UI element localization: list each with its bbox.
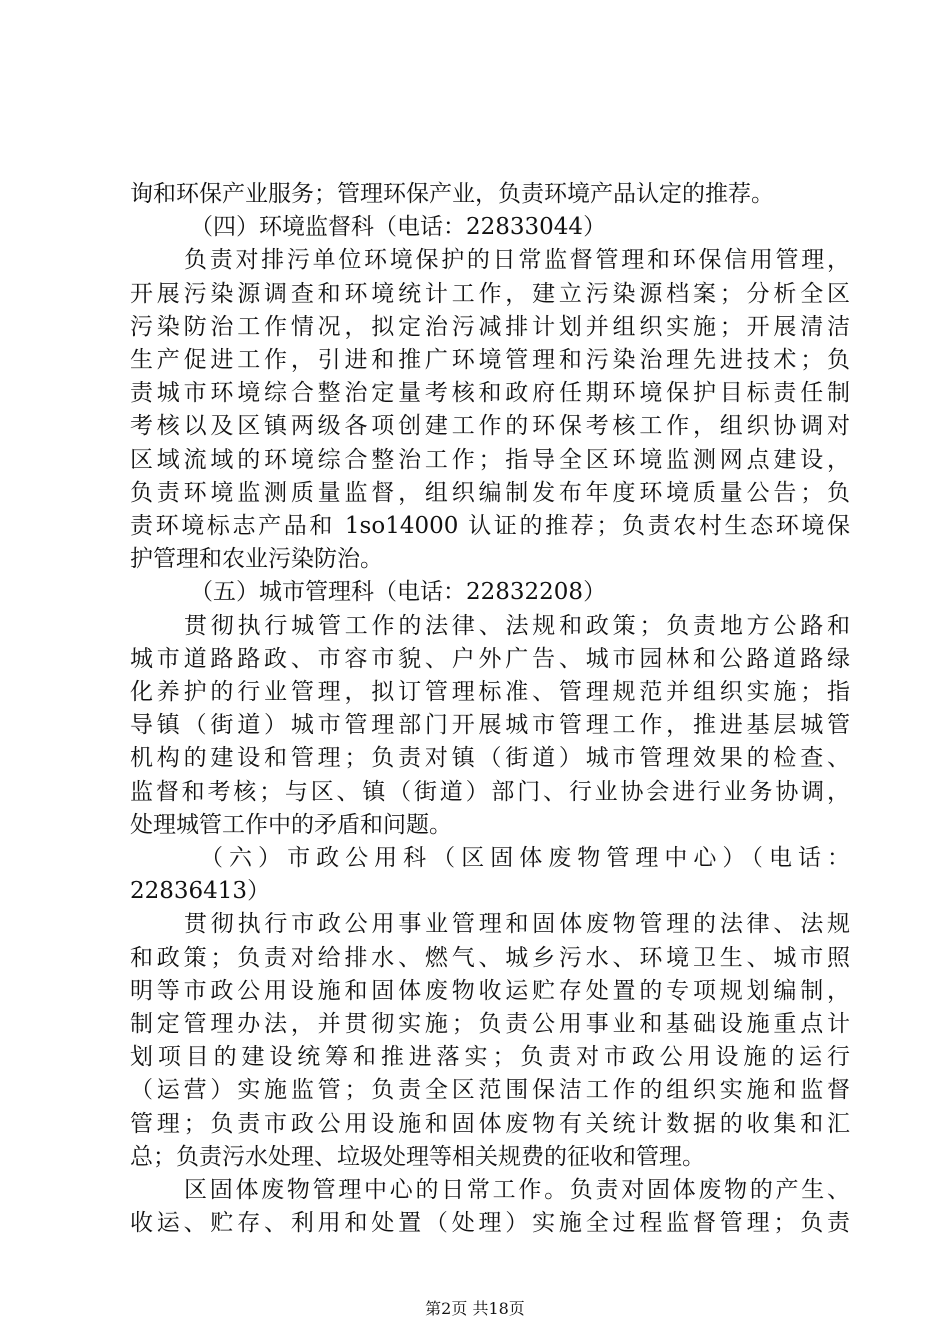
text-line: 贯彻执行市政公用事业管理和固体废物管理的法律、法规 — [184, 911, 850, 937]
text-line: 护管理和农业污染防治。 — [130, 546, 383, 572]
text-line: 污染防治工作情况，拟定治污减排计划并组织实施；开展清洁 — [130, 314, 850, 340]
text-line: 和政策；负责对给排水、燃气、城乡污水、环境卫生、城市照 — [130, 945, 850, 971]
text-line: 管理；负责市政公用设施和固体废物有关统计数据的收集和汇 — [130, 1111, 850, 1137]
text-line: 导镇（街道）城市管理部门开展城市管理工作，推进基层城管 — [130, 712, 850, 738]
text-line: 处理城管工作中的矛盾和问题。 — [130, 812, 452, 838]
text-line: 明等市政公用设施和固体废物收运贮存处置的专项规划编制， — [130, 978, 850, 1004]
text-line: 区固体废物管理中心的日常工作。负责对固体废物的产生、 — [184, 1177, 850, 1203]
page-number-footer: 第2页 共18页 — [425, 1299, 525, 1318]
text-line: 监督和考核；与区、镇（街道）部门、行业协会进行业务协调， — [130, 779, 850, 805]
text-line: 收运、贮存、利用和处置（处理）实施全过程监督管理；负责 — [130, 1210, 850, 1236]
section-heading-5: （五）城市管理科（电话：22832208） — [190, 579, 607, 605]
text-line: 22836413） — [130, 878, 271, 904]
section-heading-4: （四）环境监督科（电话：22833044） — [190, 214, 607, 240]
section-heading-6: （六）市政公用科（区固体废物管理中心）（电话： — [200, 845, 850, 871]
text-line: 开展污染源调查和环境统计工作，建立污染源档案；分析全区 — [130, 281, 850, 307]
text-line: 区域流域的环境综合整治工作；指导全区环境监测网点建设， — [130, 447, 850, 473]
text-line: 制定管理办法，并贯彻实施；负责公用事业和基础设施重点计 — [130, 1011, 850, 1037]
text-line: 总；负责污水处理、垃圾处理等相关规费的征收和管理。 — [130, 1144, 705, 1170]
text-line: 划项目的建设统筹和推进落实；负责对市政公用设施的运行 — [130, 1044, 850, 1070]
text-line: 化养护的行业管理，拟订管理标准、管理规范并组织实施；指 — [130, 679, 850, 705]
text-line: 贯彻执行城管工作的法律、法规和政策；负责地方公路和 — [184, 613, 850, 639]
text-line: 询和环保产业服务；管理环保产业，负责环境产品认定的推荐。 — [130, 181, 774, 207]
text-line: 责城市环境综合整治定量考核和政府任期环境保护目标责任制 — [130, 380, 850, 406]
text-line: 考核以及区镇两级各项创建工作的环保考核工作，组织协调对 — [130, 413, 850, 439]
text-line: 城市道路路政、市容市貌、户外广告、城市园林和公路道路绿 — [130, 646, 850, 672]
text-line: （运营）实施监管；负责全区范围保洁工作的组织实施和监督 — [130, 1077, 850, 1103]
text-line: 机构的建设和管理；负责对镇（街道）城市管理效果的检查、 — [130, 745, 850, 771]
text-line: 负责对排污单位环境保护的日常监督管理和环保信用管理， — [184, 247, 850, 273]
text-line: 生产促进工作，引进和推广环境管理和污染治理先进技术；负 — [130, 347, 850, 373]
text-line: 责环境标志产品和 1so14000 认证的推荐；负责农村生态环境保 — [130, 513, 850, 539]
text-line: 负责环境监测质量监督，组织编制发布年度环境质量公告；负 — [130, 480, 850, 506]
